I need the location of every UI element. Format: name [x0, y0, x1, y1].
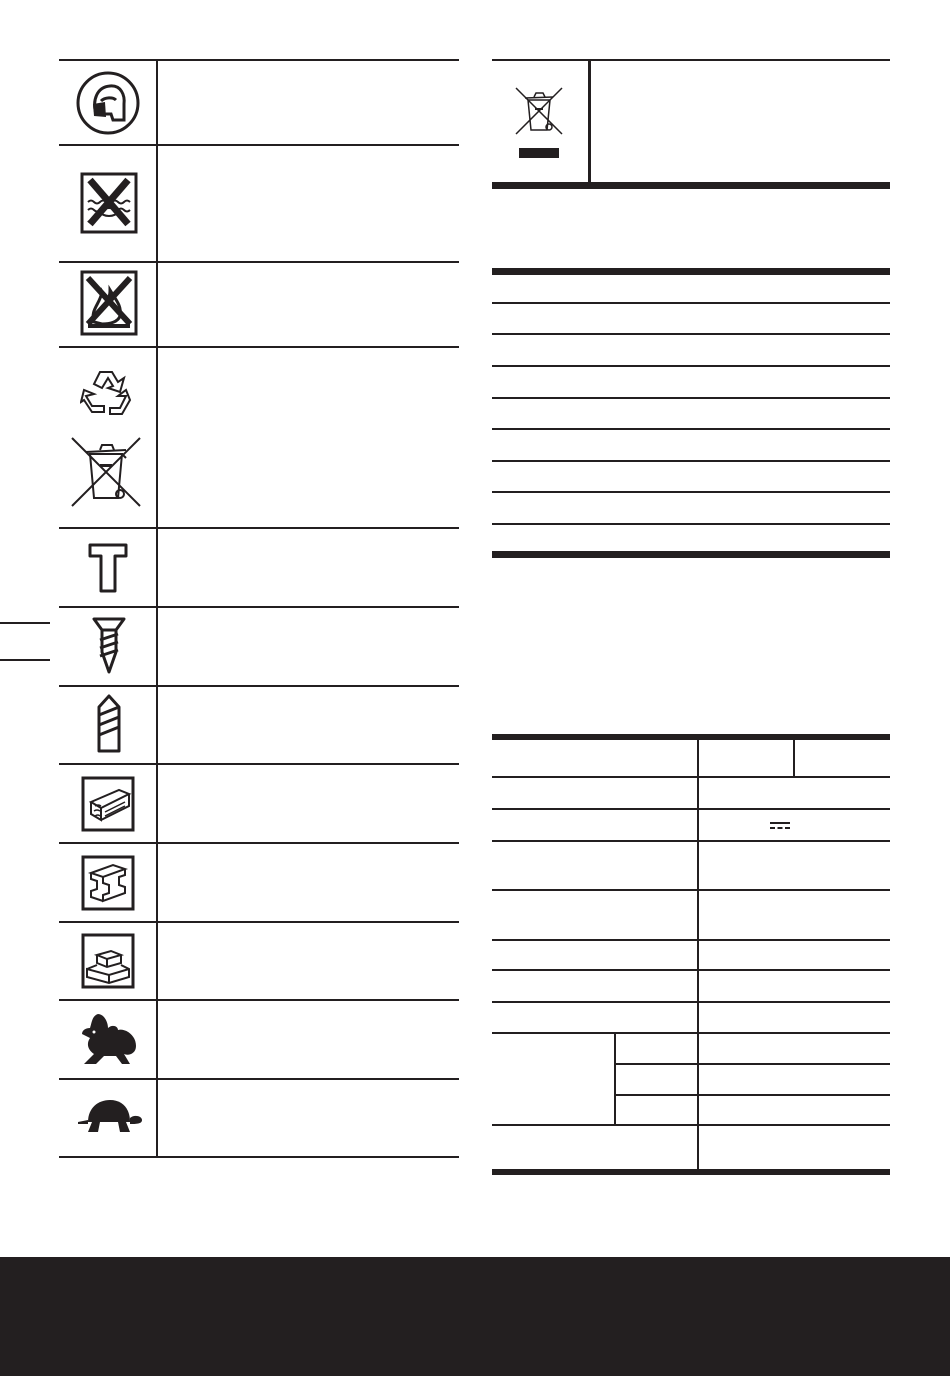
fast-speed-rabbit-icon: [78, 1010, 140, 1068]
table-column-divider: [697, 740, 699, 1169]
table-rule: [59, 59, 459, 61]
table-rule: [59, 842, 459, 844]
no-fire-disposal-icon: [80, 270, 138, 336]
table-rule: [492, 969, 890, 971]
dc-current-icon: [770, 822, 790, 831]
masonry-material-icon: [81, 933, 135, 989]
table-rule: [492, 460, 890, 462]
table-rule: [59, 144, 459, 146]
table-rule: [492, 840, 890, 842]
margin-tab-marker: [0, 622, 50, 624]
table-rule: [615, 1063, 890, 1065]
table-column-divider: [614, 1032, 616, 1124]
table-column-divider: [588, 59, 591, 189]
table-rule: [492, 939, 890, 941]
table-rule-heavy: [492, 551, 890, 558]
slow-speed-turtle-icon: [74, 1096, 144, 1136]
wood-material-icon: [81, 776, 135, 832]
table-rule: [59, 527, 459, 529]
table-rule: [492, 889, 890, 891]
table-rule: [492, 491, 890, 493]
table-rule-heavy: [492, 268, 890, 275]
table-rule: [59, 606, 459, 608]
table-rule: [615, 1094, 890, 1096]
table-rule: [59, 261, 459, 263]
table-rule: [59, 1156, 459, 1158]
table-rule: [492, 428, 890, 430]
table-rule: [59, 999, 459, 1001]
table-rule: [59, 346, 459, 348]
table-rule: [492, 808, 890, 810]
table-rule: [492, 776, 890, 778]
table-rule: [492, 302, 890, 304]
table-rule: [492, 1001, 890, 1003]
table-rule-heavy: [492, 734, 890, 740]
table-rule: [59, 763, 459, 765]
table-rule: [492, 365, 890, 367]
crossed-wheelie-bin-icon: [514, 86, 564, 160]
margin-tab-marker: [0, 659, 50, 661]
table-rule: [492, 1032, 890, 1034]
table-rule: [492, 333, 890, 335]
table-rule: [492, 523, 890, 525]
screw-mode-icon: [92, 616, 126, 676]
table-rule: [59, 685, 459, 687]
recycle-icon: [80, 366, 132, 416]
no-water-disposal-icon: [80, 172, 138, 234]
drill-bit-mode-icon: [94, 693, 124, 755]
dust-mask-icon: [75, 70, 141, 136]
crossed-bin-icon: [70, 436, 142, 508]
hammer-mode-icon: [86, 542, 130, 594]
table-rule: [492, 397, 890, 399]
metal-material-icon: [81, 855, 135, 911]
table-column-divider: [156, 59, 158, 1158]
footer-bar: [0, 1257, 950, 1376]
table-rule: [492, 1124, 890, 1126]
table-column-divider: [793, 740, 795, 776]
table-rule: [59, 921, 459, 923]
table-rule: [59, 1078, 459, 1080]
table-rule-heavy: [492, 182, 890, 189]
table-rule-heavy: [492, 1169, 890, 1175]
table-rule: [492, 59, 890, 61]
